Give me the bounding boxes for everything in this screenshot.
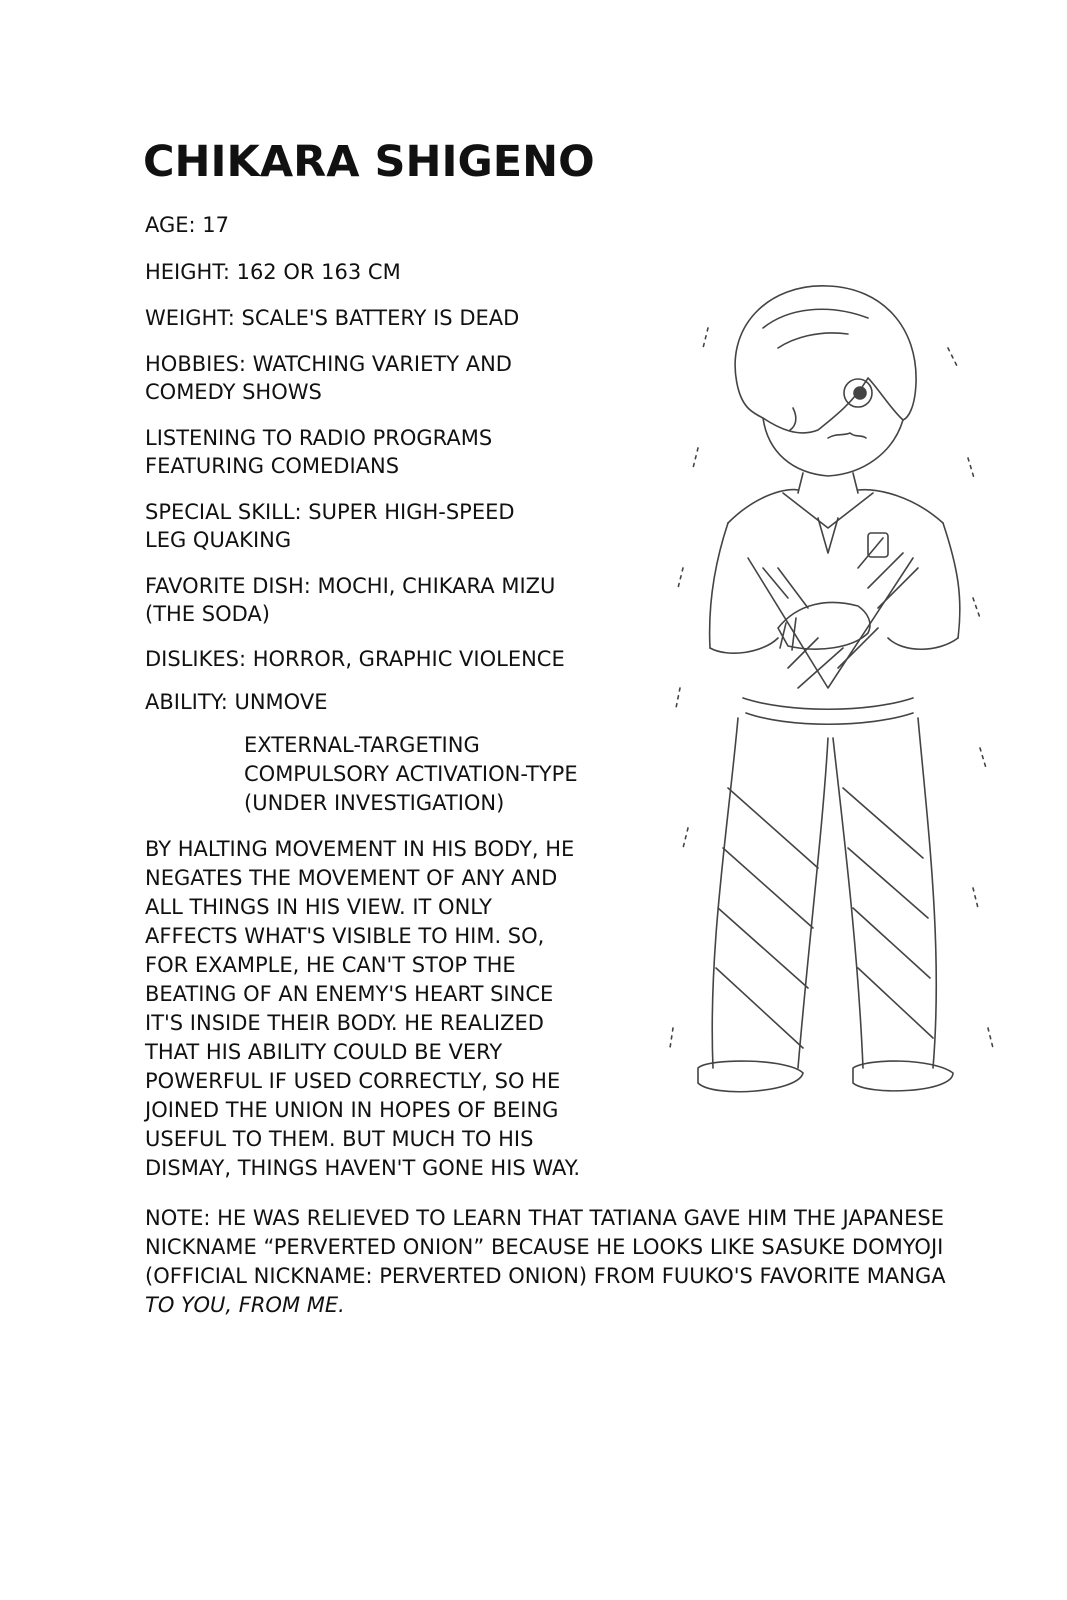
age-field: AGE: 17: [145, 213, 230, 237]
ability-field: ABILITY: UNMOVE: [145, 690, 328, 714]
dislikes-field: DISLIKES: HORROR, GRAPHIC VIOLENCE: [145, 647, 565, 671]
hobbies-field: HOBBIES: WATCHING VARIETY AND COMEDY SHOWS: [145, 352, 512, 404]
listening-field: LISTENING TO RADIO PROGRAMS FEATURING COMEDIANS: [145, 426, 493, 478]
ability-description: BY HALTING MOVEMENT IN HIS BODY, HE NEGATES THE MOVEMENT OF ANY AND ALL THINGS IN HIS VIEW. IT ONLY AFFECTS WHAT'S VISIBLE TO HIM. SO, FOR EXAMPLE, HE CAN'T STOP THE BEATING OF AN ENEMY'S HEART SINCE IT'S INSIDE THEIR BODY. HE REALIZED THAT HIS ABILITY COULD BE VERY POWERFUL IF USED CORRECTLY, SO HE JOINED THE UNION IN HOPES OF BEING USEFUL TO THEM. BUT MUCH TO HIS DISMAY, THINGS HAVEN'T GONE HIS WAY.: [145, 837, 581, 1180]
manga-title: TO YOU, FROM ME.: [145, 1293, 345, 1317]
height-field: HEIGHT: 162 OR 163 CM: [145, 260, 401, 284]
note-text: NOTE: HE WAS RELIEVED TO LEARN THAT TATIANA GAVE HIM THE JAPANESE NICKNAME “PERVERTED ONION” BECAUSE HE LOOKS LIKE SASUKE DOMYOJI (OFFICIAL NICKNAME: PERVERTED ONION) FROM FUUKO'S FAVORITE MANGA: [145, 1206, 946, 1288]
weight-field: WEIGHT: SCALE'S BATTERY IS DEAD: [145, 306, 520, 330]
ability-type: EXTERNAL-TARGETING COMPULSORY ACTIVATION-TYPE (UNDER INVESTIGATION): [244, 733, 578, 815]
character-sketch-icon: [668, 268, 998, 1138]
special-skill-field: SPECIAL SKILL: SUPER HIGH-SPEED LEG QUAKING: [145, 500, 515, 552]
page-title: CHIKARA SHIGENO: [143, 137, 595, 187]
favorite-dish-field: FAVORITE DISH: MOCHI, CHIKARA MIZU (THE SODA): [145, 574, 556, 626]
note-paragraph: [145, 1204, 965, 1320]
